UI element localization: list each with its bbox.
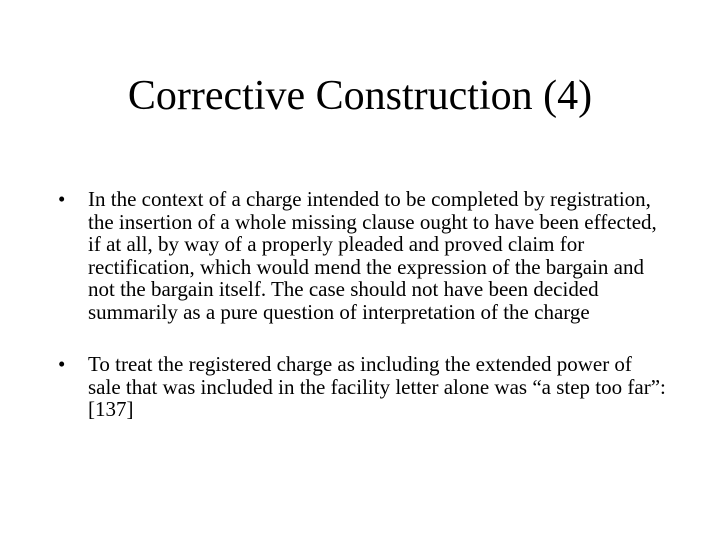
bullet-list [58, 188, 668, 421]
bullet-item [58, 188, 668, 323]
bullet-dot-icon: • [58, 187, 66, 211]
bullet-item [58, 353, 668, 421]
bullet-dot-icon: • [58, 352, 66, 376]
bullet-text: To treat the registered charge as including the extended power of sale that was included in the facility letter alone was “a step too far”: [137] [88, 352, 666, 421]
bullet-text: In the context of a charge intended to be completed by registration, the insertion of a whole missing clause ought to have been effected, if at all, by way of a properly pleaded and proved claim for rectification, which would mend the expression of the bargain and not the bargain itself. The case should not have been decided summarily as a pure question of interpretation of the charge [88, 187, 657, 324]
slide-title: Corrective Construction (4) [127, 73, 593, 119]
